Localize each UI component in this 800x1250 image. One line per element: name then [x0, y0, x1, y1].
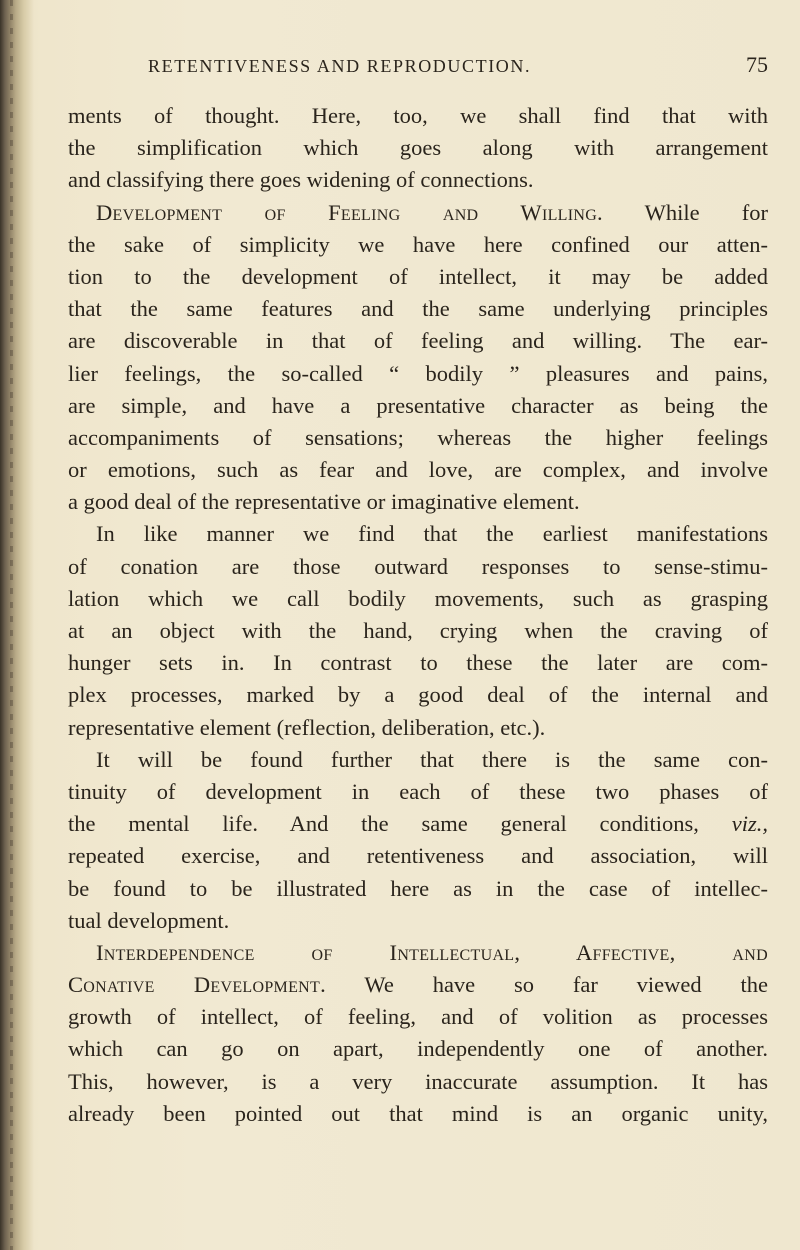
body-text	[68, 100, 768, 1130]
text-line: lier feelings, the so-called “ bodily ” pleasures and pains,	[68, 360, 768, 386]
text-line: lation which we call bodily movements, such as grasping	[68, 585, 768, 611]
text-line: of conation are those outward responses to sense-stimu-	[68, 553, 768, 579]
text-line: or emotions, such as fear and love, are complex, and involve	[68, 457, 768, 483]
section-heading-feeling-willing: Development of Feeling and Willing.	[96, 199, 603, 225]
viz-abbreviation: viz.,	[731, 811, 768, 837]
section-heading-interdependence: Interdependence of Intellectual, Affective, and	[96, 939, 768, 965]
text-line: that the same features and the same underlying principles	[68, 296, 768, 322]
text-line: a good deal of the representative or imaginative element.	[68, 489, 580, 515]
text-fragment: the mental life. And the same general conditions,	[68, 811, 732, 837]
page-number: 75	[746, 52, 768, 77]
text-line	[68, 969, 768, 1001]
text-line: growth of intellect, of feeling, and of volition as processes	[68, 1004, 768, 1030]
text-line: representative element (reflection, deliberation, etc.).	[68, 714, 546, 740]
text-line: tinuity of development in each of these two phases of	[68, 778, 768, 804]
text-line: hunger sets in. In contrast to these the later are com-	[68, 650, 768, 676]
text-line: ments of thought. Here, too, we shall find that with	[68, 103, 768, 128]
text-line: the simplification which goes along with arrangement	[68, 135, 768, 161]
text-line: It will be found further that there is the same con-	[96, 746, 768, 772]
text-line: and classifying there goes widening of connections.	[68, 167, 534, 193]
text-line: This, however, is a very inaccurate assumption. It has	[68, 1068, 768, 1094]
text-line: are simple, and have a presentative character as being the	[68, 392, 768, 418]
text-line: at an object with the hand, crying when the craving of	[68, 618, 768, 643]
text-line: In like manner we find that the earliest manifestations	[96, 521, 768, 547]
text-line: tion to the development of intellect, it may be added	[68, 263, 768, 289]
text-fragment: We have so far viewed the	[326, 972, 768, 998]
text-line	[68, 937, 768, 969]
text-line: repeated exercise, and retentiveness and association, will	[68, 843, 768, 869]
section-heading-conative: Conative Development.	[68, 972, 326, 998]
text-line	[68, 197, 768, 229]
text-line: which can go on apart, independently one of another.	[68, 1036, 768, 1062]
text-line: plex processes, marked by a good deal of the internal and	[68, 682, 768, 708]
text-line: be found to be illustrated here as in the case of intellec-	[68, 875, 768, 901]
text-fragment: While for	[602, 199, 768, 225]
page-header	[148, 52, 768, 82]
text-line	[68, 808, 768, 840]
text-line: tual development.	[68, 907, 230, 933]
text-line: the sake of simplicity we have here confined our atten-	[68, 231, 768, 257]
text-line: accompaniments of sensations; whereas the higher feelings	[68, 424, 768, 450]
text-line: already been pointed out that mind is an organic unity,	[68, 1100, 768, 1126]
book-binding-edge	[0, 0, 34, 1250]
running-head: RETENTIVENESS AND REPRODUCTION.	[148, 56, 532, 76]
text-line: are discoverable in that of feeling and willing. The ear-	[68, 328, 768, 354]
